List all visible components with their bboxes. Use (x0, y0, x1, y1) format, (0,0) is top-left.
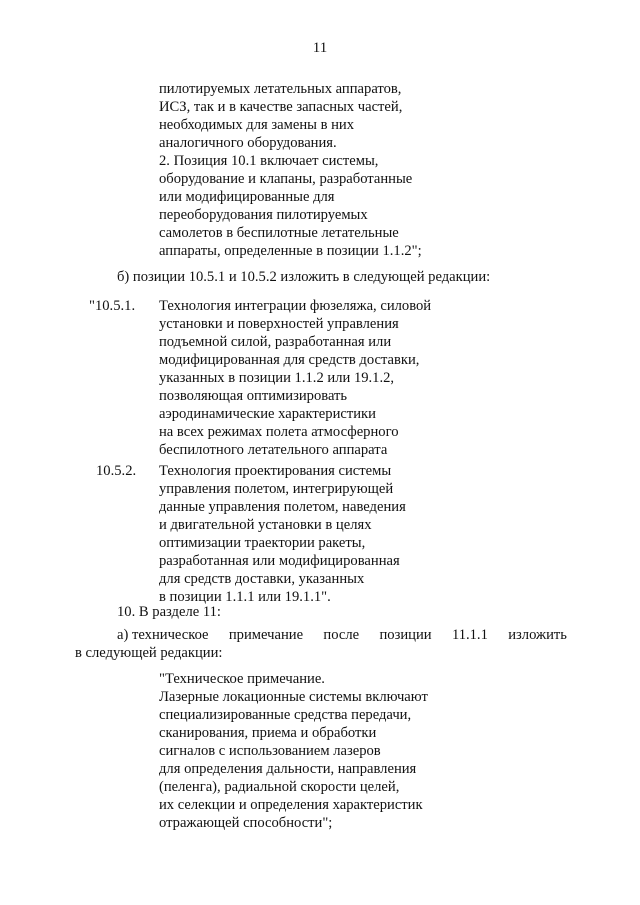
text-line: ИСЗ, так и в качестве запасных частей, (159, 99, 403, 115)
text-line: сигналов с использованием лазеров (159, 743, 381, 759)
text-line: управления полетом, интегрирующей (159, 481, 394, 497)
item-number-10-5-1: "10.5.1. (89, 298, 136, 314)
text-line: 2. Позиция 10.1 включает системы, (159, 153, 379, 169)
text-line: беспилотного летательного аппарата (159, 442, 388, 458)
text-line: оптимизации траектории ракеты, (159, 535, 366, 551)
text-line: установки и поверхностей управления (159, 316, 399, 332)
text-line: аэродинамические характеристики (159, 406, 376, 422)
item-number-10-5-2: 10.5.2. (96, 463, 137, 479)
text-line: Технология интеграции фюзеляжа, силовой (159, 298, 432, 314)
text-line: переоборудования пилотируемых (159, 207, 368, 223)
item-text-10-5-2 (159, 462, 406, 606)
text-line: данные управления полетом, наведения (159, 499, 406, 515)
paragraph-a-word: 11.1.1 (451, 627, 488, 643)
text-line: пилотируемых летательных аппаратов, (159, 81, 402, 97)
text-line: (пеленга), радиальной скорости целей, (159, 779, 400, 795)
text-line: отражающей способности"; (159, 815, 333, 831)
text-line: или модифицированные для (159, 189, 335, 205)
paragraph-a-word: после (323, 627, 360, 643)
paragraph-a-continuation: в следующей редакции: (75, 645, 223, 661)
text-line: самолетов в беспилотные летательные (159, 225, 399, 241)
paragraph-10: 10. В разделе 11: (117, 604, 221, 620)
text-line: необходимых для замены в них (159, 117, 355, 133)
text-line: для определения дальности, направления (159, 761, 417, 777)
text-line: позволяющая оптимизировать (159, 388, 348, 404)
continued-note-block (159, 80, 422, 260)
text-line: "Техническое примечание. (159, 671, 325, 687)
text-line: и двигательной установки в целях (159, 517, 372, 533)
text-line: сканирования, приема и обработки (159, 725, 377, 741)
text-line: Лазерные локационные системы включают (159, 689, 428, 705)
item-text-10-5-1 (159, 297, 431, 459)
paragraph-a (117, 626, 567, 644)
text-line: аналогичного оборудования. (159, 135, 337, 151)
technical-note-block (159, 670, 428, 832)
text-line: для средств доставки, указанных (159, 571, 365, 587)
text-line: модифицированная для средств доставки, (159, 352, 420, 368)
text-line: их селекции и определения характеристик (159, 797, 423, 813)
text-line: на всех режимах полета атмосферного (159, 424, 399, 440)
text-line: специализированные средства передачи, (159, 707, 412, 723)
text-line: разработанная или модифицированная (159, 553, 400, 569)
text-line: оборудование и клапаны, разработанные (159, 171, 413, 187)
paragraph-a-word: примечание (228, 627, 304, 643)
paragraph-a-word: а) техническое (117, 627, 209, 643)
page-number: 11 (312, 40, 328, 56)
paragraph-a-word: изложить (508, 627, 567, 643)
text-line: аппараты, определенные в позиции 1.1.2"; (159, 243, 422, 259)
text-line: в позиции 1.1.1 или 19.1.1". (159, 589, 331, 605)
paragraph-a-word: позиции (379, 627, 432, 643)
text-line: Технология проектирования системы (159, 463, 392, 479)
text-line: подъемной силой, разработанная или (159, 334, 392, 350)
paragraph-b: б) позиции 10.5.1 и 10.5.2 изложить в следующей редакции: (117, 269, 491, 285)
text-line: указанных в позиции 1.1.2 или 19.1.2, (159, 370, 395, 386)
